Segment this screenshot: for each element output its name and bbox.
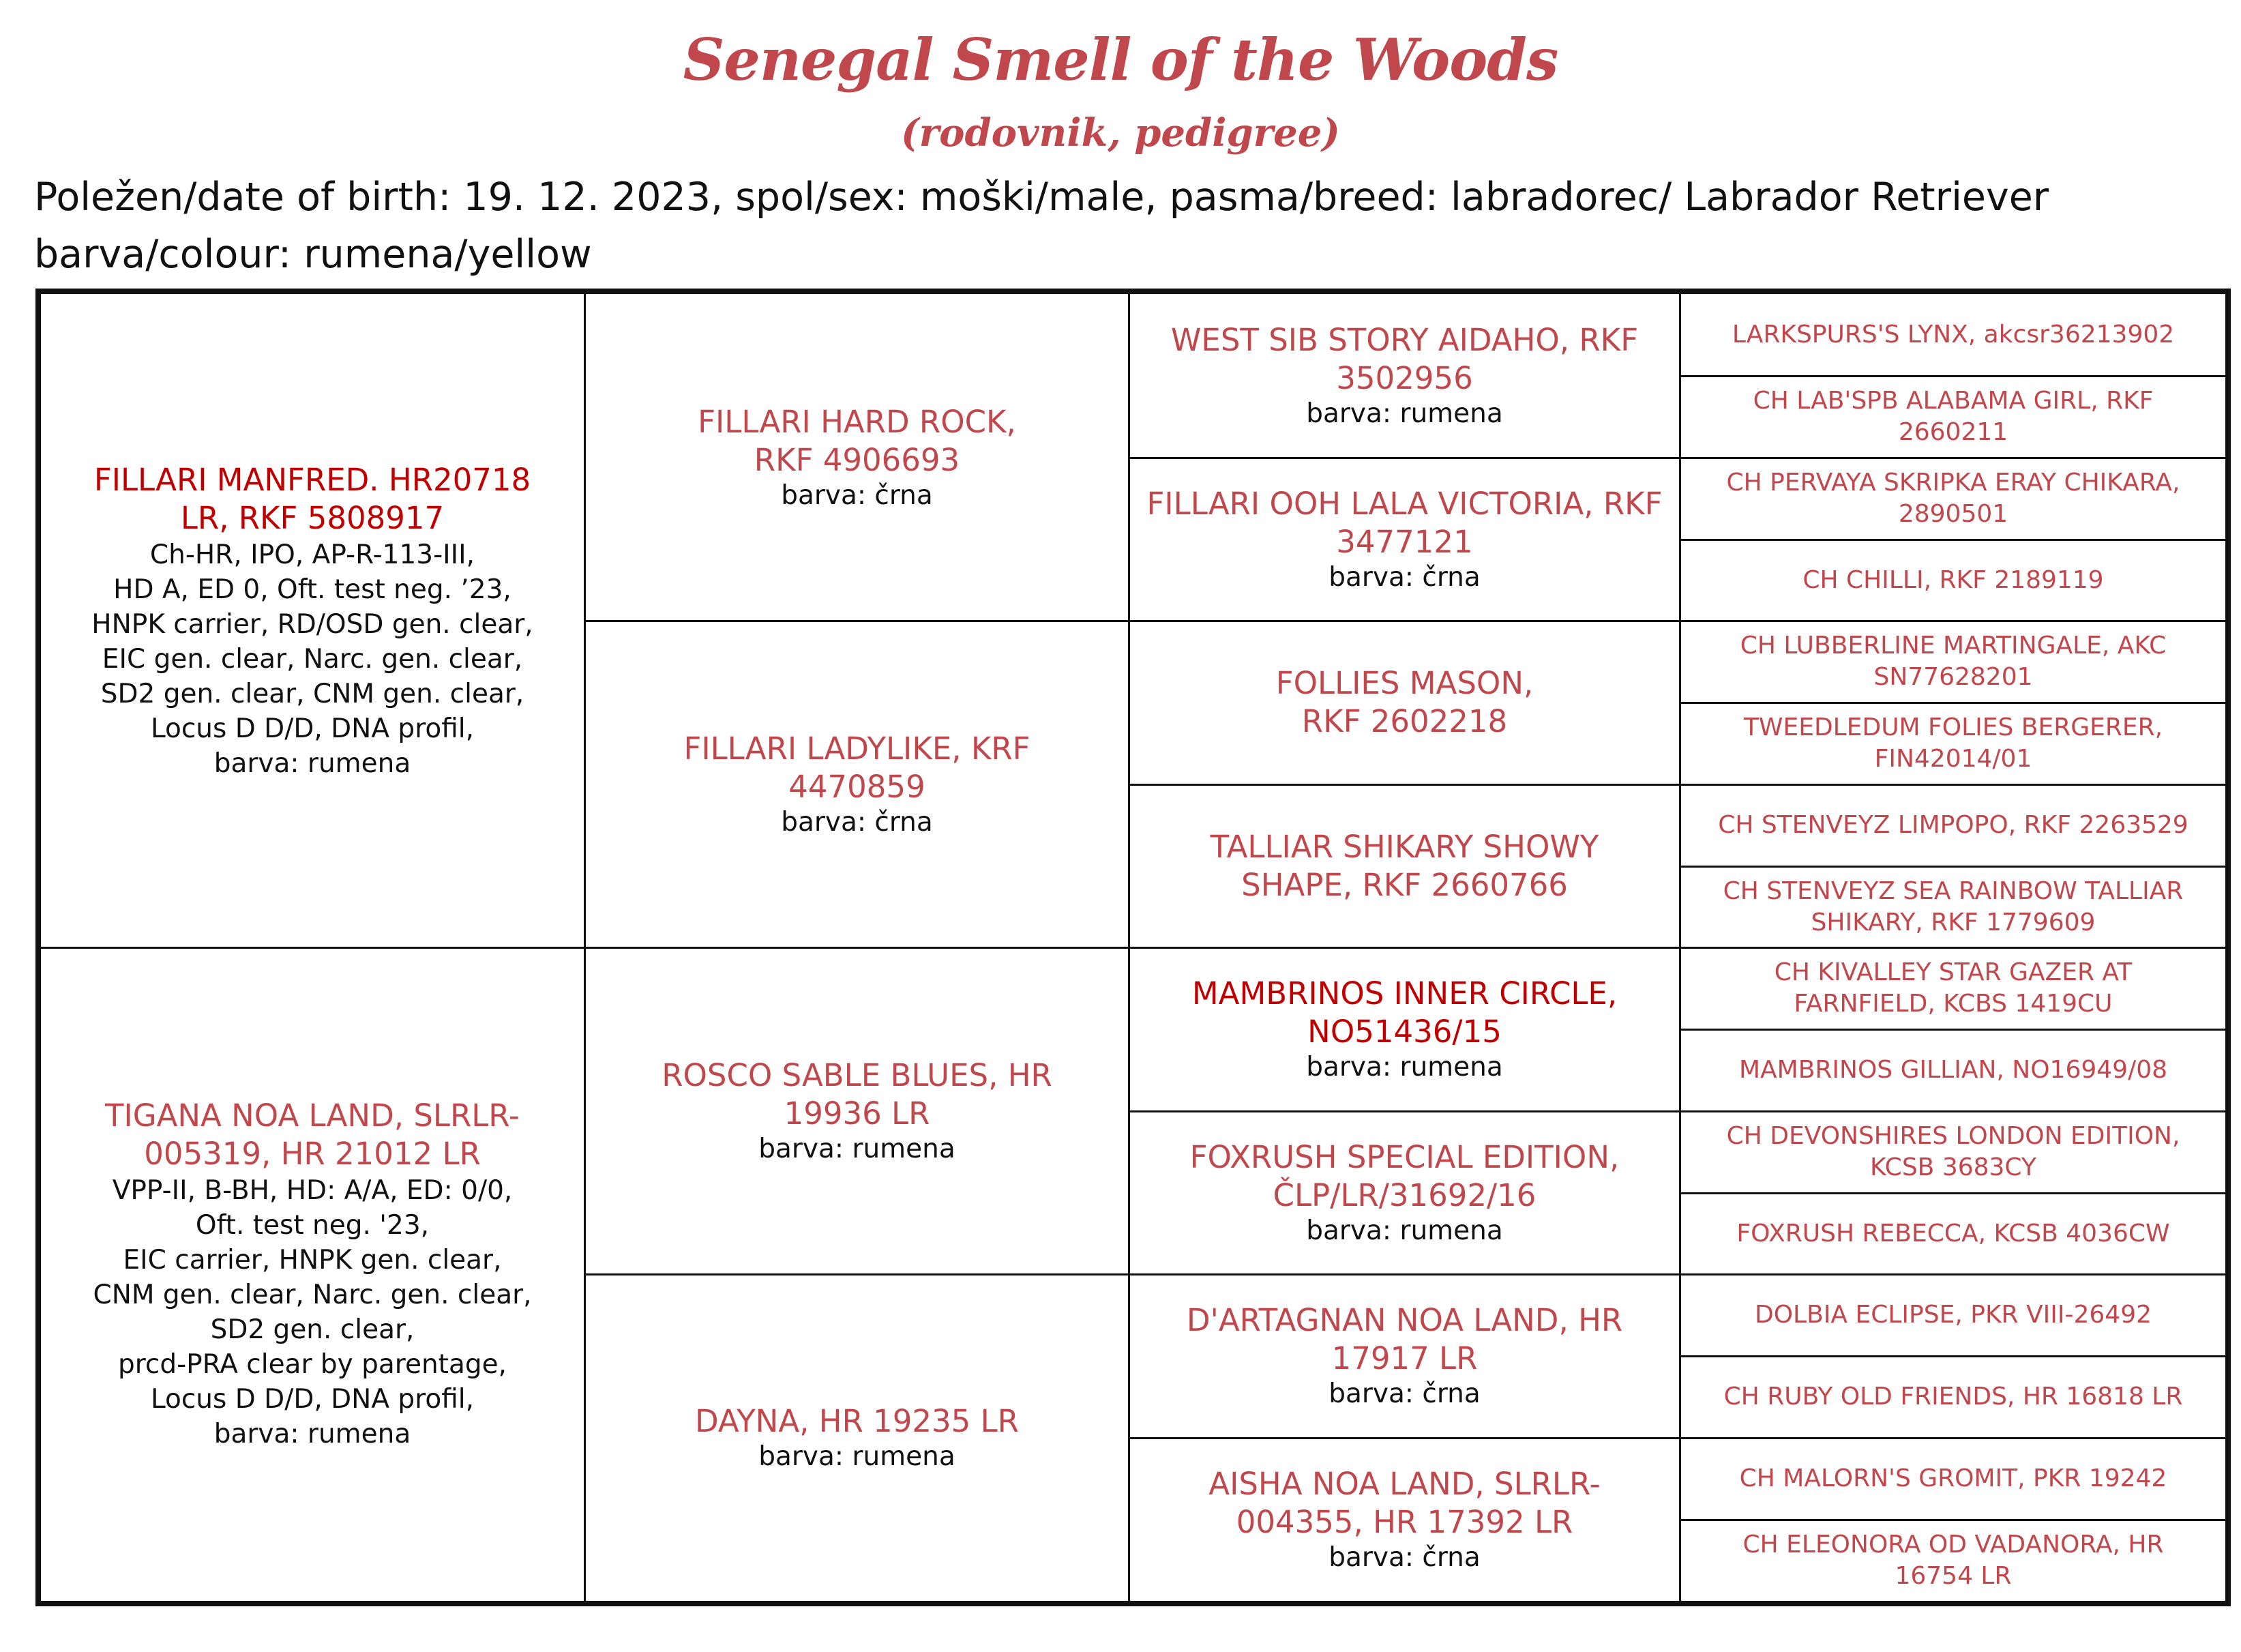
great-grandparent-name: FOXRUSH SPECIAL EDITION, ČLP/LR/31692/16	[1189, 1138, 1620, 1213]
row-divider	[1128, 1110, 2225, 1112]
great-grandparent-1	[1130, 294, 1679, 458]
gen4-9	[1681, 947, 2225, 1029]
row-divider	[584, 1273, 2225, 1275]
great-grandparent-colour: barva: črna	[1329, 1378, 1481, 1409]
gen4-10	[1681, 1029, 2225, 1111]
row-divider	[1679, 1355, 2225, 1357]
gen4-name: CH LAB'SPB ALABAMA GIRL, RKF 2660211	[1753, 387, 2154, 446]
gen4-14	[1681, 1356, 2225, 1438]
parent-dam-details: VPP-II, B-BH, HD: A/A, ED: 0/0, Oft. test neg. '23, EIC carrier, HNPK gen. clear, CNM gen. clear, Narc. gen. clear, SD2 gen. clear, prcd-PRA clear by parentage, Locus D D/D, DNA profil, barva: rumena	[93, 1175, 532, 1449]
great-grandparent-colour: barva: rumena	[1306, 1052, 1503, 1082]
row-divider	[1128, 457, 2225, 459]
pedigree-table	[35, 289, 2231, 1606]
great-grandparent-name: AISHA NOA LAND, SLRLR-004355, HR 17392 LR	[1208, 1465, 1601, 1540]
parent-sire-name: FILLARI MANFRED. HR20718 LR, RKF 5808917	[93, 461, 531, 536]
great-grandparent-name: MAMBRINOS INNER CIRCLE, NO51436/15	[1191, 975, 1618, 1050]
gen4-name: DOLBIA ECLIPSE, PKR VIII-26492	[1754, 1301, 2152, 1329]
page-subtitle: (rodovnik, pedigree)	[901, 110, 1340, 156]
parent-sire-details: Ch-HR, IPO, AP-R-113-III, HD A, ED 0, Oft. test neg. ’23, HNPK carrier, RD/OSD gen. clear, EIC gen. clear, Narc. gen. clear, SD2 gen. clear, CNM gen. clear, Locus D D/D, DNA profil, barva: rumena	[91, 539, 533, 779]
row-divider	[1679, 1029, 2225, 1031]
row-divider	[1128, 784, 2225, 786]
grandparent-name: ROSCO SABLE BLUES, HR 19936 LR	[662, 1057, 1052, 1132]
great-grandparent-colour: barva: črna	[1329, 1542, 1481, 1573]
gen4-name: TWEEDLEDUM FOLIES BERGERER, FIN42014/01	[1743, 713, 2163, 773]
gen4-6	[1681, 703, 2225, 784]
grandparent-name: DAYNA, HR 19235 LR	[695, 1402, 1019, 1439]
gen4-3	[1681, 458, 2225, 540]
row-divider	[1679, 866, 2225, 868]
parent-sire	[41, 294, 584, 947]
gen4-7	[1681, 784, 2225, 866]
great-grandparent-colour: barva: rumena	[1306, 398, 1503, 429]
grandparent-colour: barva: rumena	[758, 1441, 955, 1472]
gen4-13	[1681, 1274, 2225, 1356]
gen4-12	[1681, 1193, 2225, 1274]
grandparent-colour: barva: črna	[781, 806, 933, 838]
gen4-1	[1681, 294, 2225, 376]
gen4-name: CH CHILLI, RKF 2189119	[1802, 565, 2104, 594]
gen4-name: CH STENVEYZ SEA RAINBOW TALLIAR SHIKARY, RKF 1779609	[1723, 876, 2184, 936]
row-divider	[1679, 539, 2225, 541]
gen4-name: LARKSPURS'S LYNX, akcsr36213902	[1732, 321, 2175, 349]
row-divider	[584, 620, 2225, 622]
great-grandparent-4	[1130, 784, 1679, 947]
gen4-16	[1681, 1520, 2225, 1601]
gen4-name: CH MALORN'S GROMIT, PKR 19242	[1739, 1464, 2167, 1492]
gen4-11	[1681, 1111, 2225, 1193]
gen4-name: CH DEVONSHIRES LONDON EDITION, KCSB 3683CY	[1726, 1122, 2180, 1181]
gen4-name: CH STENVEYZ LIMPOPO, RKF 2263529	[1718, 811, 2188, 839]
page-title: Senegal Smell of the Woods	[683, 26, 1558, 93]
great-grandparent-colour: barva: rumena	[1306, 1215, 1503, 1246]
gen4-name: FOXRUSH REBECCA, KCSB 4036CW	[1736, 1219, 2170, 1248]
great-grandparent-name: D'ARTAGNAN NOA LAND, HR 17917 LR	[1186, 1302, 1623, 1376]
gen4-2	[1681, 376, 2225, 458]
great-grandparent-name: WEST SIB STORY AIDAHO, RKF 3502956	[1170, 322, 1639, 396]
grandparent-name: FILLARI LADYLIKE, KRF 4470859	[683, 730, 1030, 805]
birth-sex-breed-info: Poležen/date of birth: 19. 12. 2023, spol/sex: moški/male, pasma/breed: labradorec/ Labrador Retriever	[34, 175, 2049, 220]
gen4-name: CH LUBBERLINE MARTINGALE, AKC SN77628201	[1740, 632, 2167, 691]
row-divider	[1679, 1192, 2225, 1194]
gen4-15	[1681, 1438, 2225, 1520]
grandparent-4	[586, 1274, 1128, 1601]
grandparent-3	[586, 947, 1128, 1274]
great-grandparent-7	[1130, 1274, 1679, 1438]
gen4-name: CH PERVAYA SKRIPKA ERAY CHIKARA, 2890501	[1726, 469, 2180, 528]
grandparent-1	[586, 294, 1128, 621]
great-grandparent-name: TALLIAR SHIKARY SHOWY SHAPE, RKF 2660766	[1210, 828, 1599, 903]
colour-info: barva/colour: rumena/yellow	[34, 232, 592, 277]
grandparent-name: FILLARI HARD ROCK, RKF 4906693	[698, 403, 1016, 478]
great-grandparent-6	[1130, 1111, 1679, 1274]
grandparent-colour: barva: črna	[781, 480, 933, 511]
row-divider	[1128, 1437, 2225, 1439]
row-divider	[1679, 375, 2225, 377]
grandparent-2	[586, 621, 1128, 947]
gen4-name: CH ELEONORA OD VADANORA, HR 16754 LR	[1742, 1530, 2164, 1590]
gen4-4	[1681, 540, 2225, 621]
row-divider	[41, 947, 2225, 949]
parent-dam	[41, 947, 584, 1601]
great-grandparent-5	[1130, 947, 1679, 1111]
great-grandparent-name: FOLLIES MASON, RKF 2602218	[1275, 665, 1534, 739]
gen4-name: CH RUBY OLD FRIENDS, HR 16818 LR	[1723, 1383, 2183, 1411]
row-divider	[1679, 1519, 2225, 1521]
great-grandparent-name: FILLARI OOH LALA VICTORIA, RKF 3477121	[1146, 485, 1663, 560]
great-grandparent-3	[1130, 621, 1679, 784]
great-grandparent-2	[1130, 458, 1679, 621]
gen4-name: MAMBRINOS GILLIAN, NO16949/08	[1738, 1056, 2168, 1084]
grandparent-colour: barva: rumena	[758, 1133, 955, 1164]
great-grandparent-8	[1130, 1438, 1679, 1601]
gen4-5	[1681, 621, 2225, 703]
great-grandparent-colour: barva: črna	[1329, 561, 1481, 593]
row-divider	[1679, 702, 2225, 704]
gen4-name: CH KIVALLEY STAR GAZER AT FARNFIELD, KCBS 1419CU	[1774, 958, 2133, 1018]
gen4-8	[1681, 866, 2225, 947]
parent-dam-name: TIGANA NOA LAND, SLRLR-005319, HR 21012 LR	[104, 1097, 520, 1172]
